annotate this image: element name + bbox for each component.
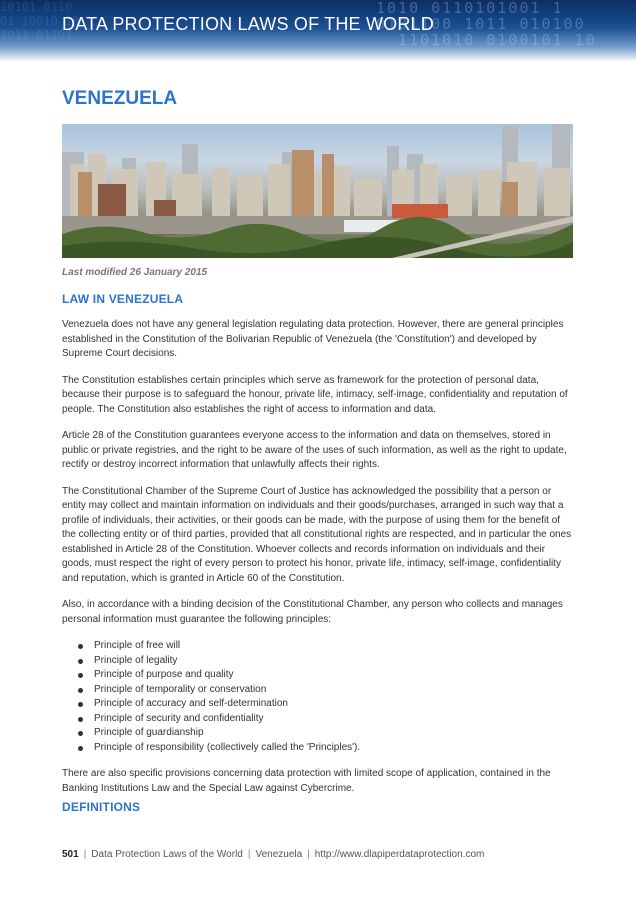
paragraph: There are also specific provisions concerning data protection with limited scope of application, contained in the Banking Institutions Law and the Special Law against Cybercrime.: [62, 768, 551, 794]
page-footer: [62, 849, 484, 860]
list-item: [94, 683, 576, 698]
header-banner: [0, 0, 636, 62]
bullet-icon: [78, 731, 83, 736]
bullet-icon: [78, 673, 83, 678]
paragraph: Venezuela does not have any general legislation regulating data protection. However, there are general principles established in the Constitution of the Bolivarian Republic of Venezuela (the 'Constitution') and developed by Supreme Court decisions.: [62, 319, 564, 359]
footer-separator: |: [247, 849, 251, 860]
footer-separator: |: [83, 849, 87, 860]
list-item: [94, 741, 576, 756]
list-item-text: Principle of purpose and quality: [94, 669, 234, 680]
footer-publication: Data Protection Laws of the World: [91, 849, 243, 860]
list-item-text: Principle of temporality or conservation: [94, 683, 267, 695]
list-item-text: Principle of responsibility (collectively called the 'Principles').: [94, 741, 361, 753]
section-heading-definitions: DEFINITIONS: [62, 800, 141, 814]
list-item: [94, 668, 576, 683]
country-title: VENEZUELA: [62, 88, 178, 109]
bullet-icon: [78, 702, 83, 707]
law-section-body: [62, 318, 576, 808]
paragraph: Also, in accordance with a binding decision of the Constitutional Chamber, any person who collects and manages personal information must guarantee the following principles:: [62, 599, 563, 625]
paragraph: The Constitution establishes certain principles which serve as framework for the protection of personal data, because their purpose is to safeguard the honour, private life, intimacy, self-image, confidentiality and reputation of people. The Constitution also establishes the right of access to information and data.: [62, 374, 568, 415]
list-item-text: Principle of legality: [94, 654, 178, 666]
binary-pattern-decoration-right: 1010 0110101001 1 0101100 1011 010100 1101010 0100101 10: [376, 0, 597, 49]
list-item: [94, 697, 576, 712]
binary-pattern-decoration: 10101 0110 01 10010 10 1011 01101: [0, 0, 80, 42]
list-item: [94, 639, 576, 654]
paragraph: The Constitutional Chamber of the Supreme Court of Justice has acknowledged the possibility that a person or entity may collect and maintain information on individuals and their goods/purchases, arranged in such way that a profile of individuals, their activities, or their goods can be made, with the purpose of using them for the benefit of the collecting entity or of third parties, provided that all constitutional rights are respected, and in particular the ones established in Article 28 of the Constitution. Whoever collects and records information on individuals and their goods, must respect the right of every person to protect his honor, private life, intimacy, self-image, confidentiality and reputation, which is granted in Article 60 of the Constitution.: [62, 485, 572, 584]
list-item: [94, 654, 576, 669]
footer-country: Venezuela: [255, 849, 303, 860]
section-heading-law: LAW IN VENEZUELA: [62, 292, 184, 306]
principles-list: [62, 639, 576, 755]
paragraph: Article 28 of the Constitution guarantees everyone access to the information and data on themselves, stored in public or private registries, and the right to be aware of the uses of such information, as well as the right to update, rectify or destroy incorrect information that unlawfully affects their rights.: [62, 430, 567, 470]
city-skyline-photo: [62, 124, 573, 258]
page-number: 501: [62, 849, 79, 860]
list-item-text: Principle of guardianship: [94, 727, 204, 738]
list-item-text: Principle of security and confidentiality: [94, 712, 264, 724]
footer-separator: |: [307, 849, 310, 860]
bullet-icon: [78, 659, 83, 664]
skyline-illustration: [62, 124, 573, 258]
bullet-icon: [78, 746, 83, 751]
footer-url-link[interactable]: http://www.dlapiperdataprotection.com: [314, 849, 485, 860]
list-item: [94, 712, 576, 727]
last-modified-date: Last modified 26 January 2015: [62, 267, 208, 278]
list-item-text: Principle of accuracy and self-determination: [94, 698, 288, 709]
list-item-text: Principle of free will: [94, 640, 181, 651]
bullet-icon: [78, 717, 83, 722]
list-item: [94, 726, 576, 741]
bullet-icon: [78, 644, 83, 649]
bullet-icon: [78, 688, 83, 693]
banner-title: DATA PROTECTION LAWS OF THE WORLD: [62, 14, 434, 34]
